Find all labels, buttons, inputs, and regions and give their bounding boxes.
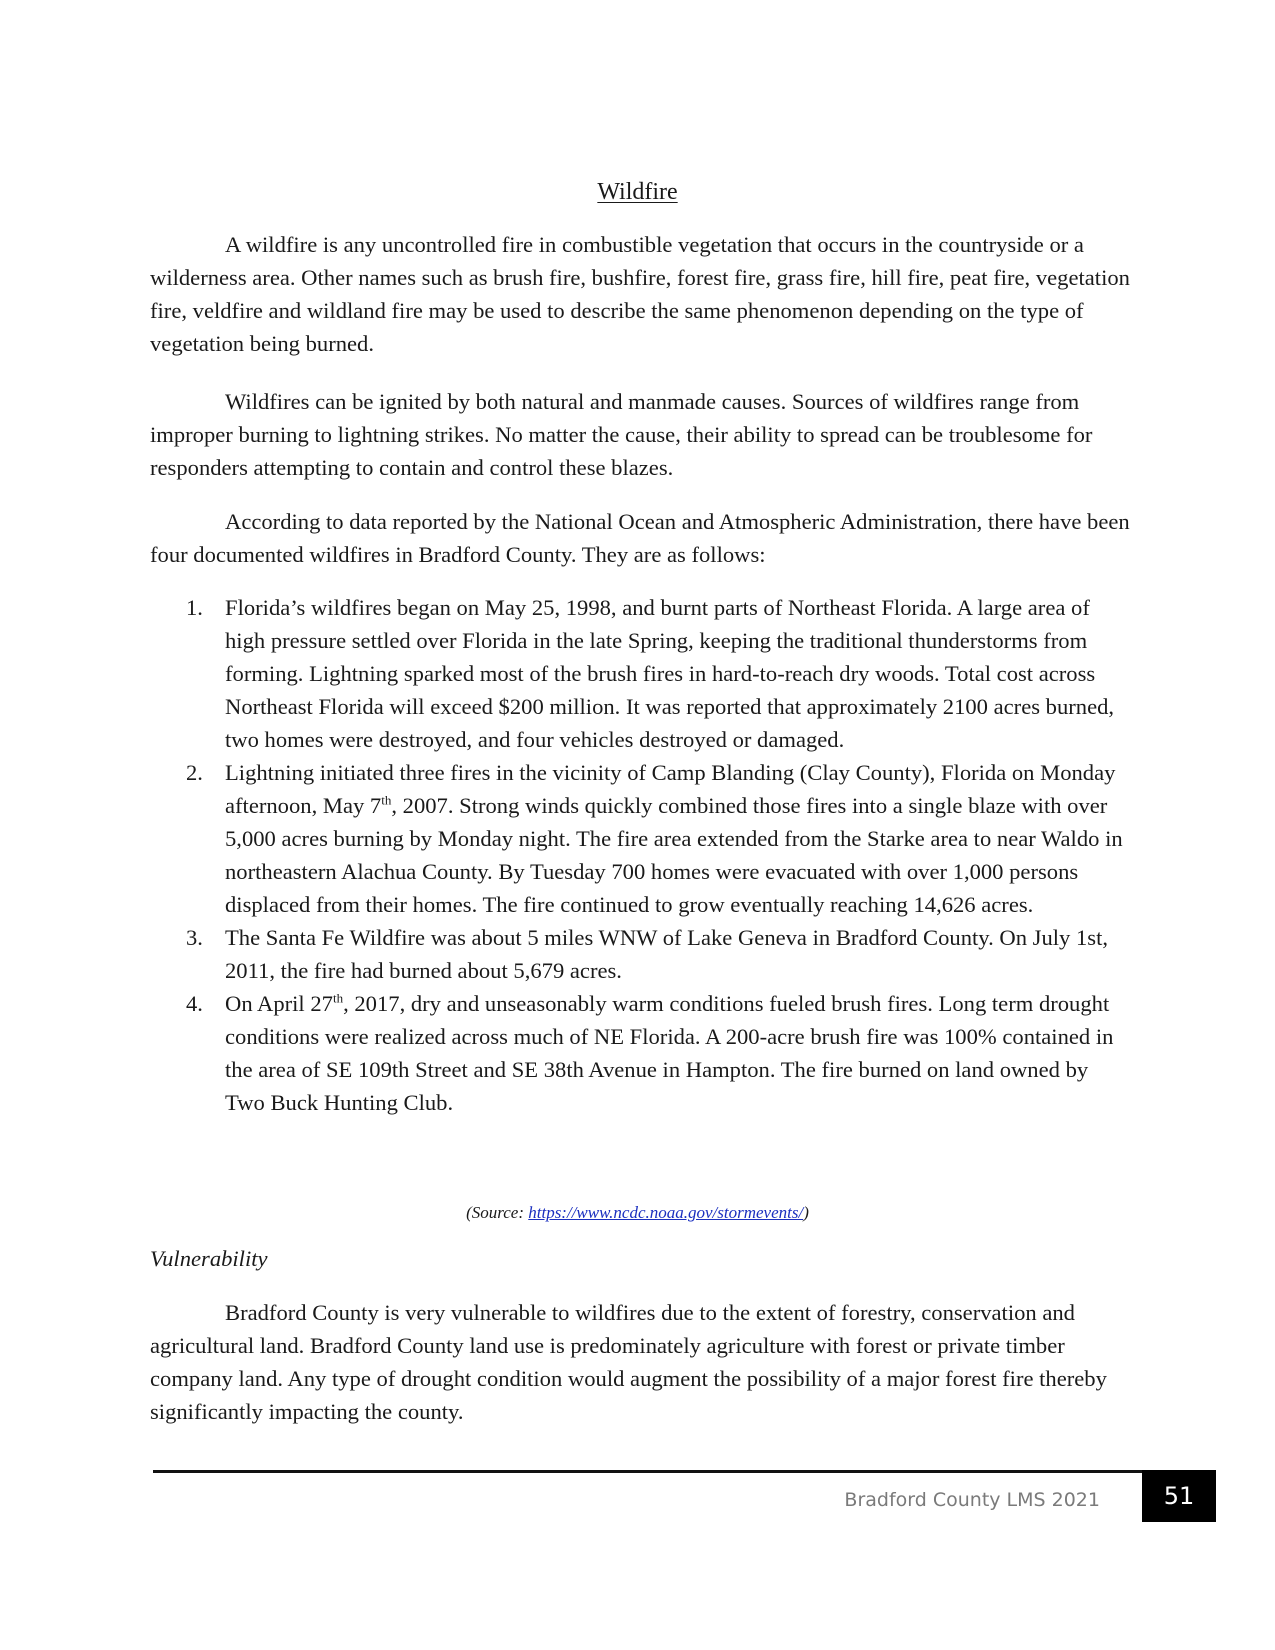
source-suffix: ) [803, 1203, 809, 1222]
list-item-text-start: Lightning initiated three fires in the vicinity of Camp Blanding (Clay County), Florida on Monday afternoon, May 7 [225, 760, 1116, 818]
list-item-number: 2. [186, 760, 203, 785]
list-item [150, 921, 1130, 987]
ordinal-suffix: th [381, 792, 392, 808]
list-item-text: Florida’s wildfires began on May 25, 1998, and burnt parts of Northeast Florida. A large area of high pressure settled over Florida in the late Spring, keeping the traditional thunderstorms from forming. Lightning sparked most of the brush fires in hard-to-reach dry woods. Total cost across Northeast Florida will exceed $200 million. It was reported that approximately 2100 acres burned, two homes were destroyed, and four vehicles destroyed or damaged. [225, 595, 1115, 752]
footer-divider [153, 1470, 1143, 1473]
vulnerability-heading: Vulnerability [150, 1246, 268, 1271]
list-item-text-start: On April 27 [225, 991, 333, 1016]
source-link[interactable]: https://www.ncdc.noaa.gov/stormevents/ [528, 1203, 804, 1222]
page-number-badge: 51 [1142, 1470, 1216, 1522]
intro-paragraph: A wildfire is any uncontrolled fire in combustible vegetation that occurs in the countryside or a wilderness area. Other names such as brush fire, bushfire, forest fire, grass fire, hill fire, peat fire, vegetation fire, veldfire and wildland fire may be used to describe the same phenomenon depending on the type of vegetation being burned. [150, 232, 1130, 356]
source-citation [0, 1201, 1275, 1225]
noaa-data-paragraph: According to data reported by the National Ocean and Atmospheric Administration, there have been four documented wildfires in Bradford County. They are as follows: [150, 509, 1130, 567]
list-item-number: 1. [186, 595, 203, 620]
source-prefix: (Source: [466, 1203, 529, 1222]
ordinal-suffix: th [332, 990, 344, 1006]
page-title: Wildfire [597, 179, 678, 205]
footer-label: Bradford County LMS 2021 [844, 1489, 1100, 1511]
list-item-number: 3. [186, 925, 203, 950]
list-item-text-end: , 2017, dry and unseasonably warm conditions fueled brush fires. Long term drought conditions were realized across much of NE Florida. A 200-acre brush fire was 100% contained in the area of SE 109th Street and SE 38th Avenue in Hampton. The fire burned on land owned by Two Buck Hunting Club. [225, 991, 1114, 1115]
causes-paragraph: Wildfires can be ignited by both natural and manmade causes. Sources of wildfires range from improper burning to lightning strikes. No matter the cause, their ability to spread can be troublesome for responders attempting to contain and control these blazes. [150, 389, 1093, 480]
list-item [150, 756, 1130, 921]
list-item-number: 4. [186, 991, 203, 1016]
vulnerability-paragraph: Bradford County is very vulnerable to wildfires due to the extent of forestry, conservation and agricultural land. Bradford County land use is predominately agriculture with forest or private timber company land. Any type of drought condition would augment the possibility of a major forest fire thereby significantly impacting the county. [150, 1300, 1107, 1424]
wildfire-events-list [150, 591, 1130, 1119]
list-item-text-end: , 2007. Strong winds quickly combined those fires into a single blaze with over 5,000 acres burning by Monday night. The fire area extended from the Starke area to near Waldo in northeastern Alachua County. By Tuesday 700 homes were evacuated with over 1,000 persons displaced from their homes. The fire continued to grow eventually reaching 14,626 acres. [225, 793, 1123, 917]
list-item [150, 987, 1130, 1119]
list-item-text: The Santa Fe Wildfire was about 5 miles WNW of Lake Geneva in Bradford County. On July 1st, 2011, the fire had burned about 5,679 acres. [225, 925, 1108, 983]
list-item [150, 591, 1130, 756]
